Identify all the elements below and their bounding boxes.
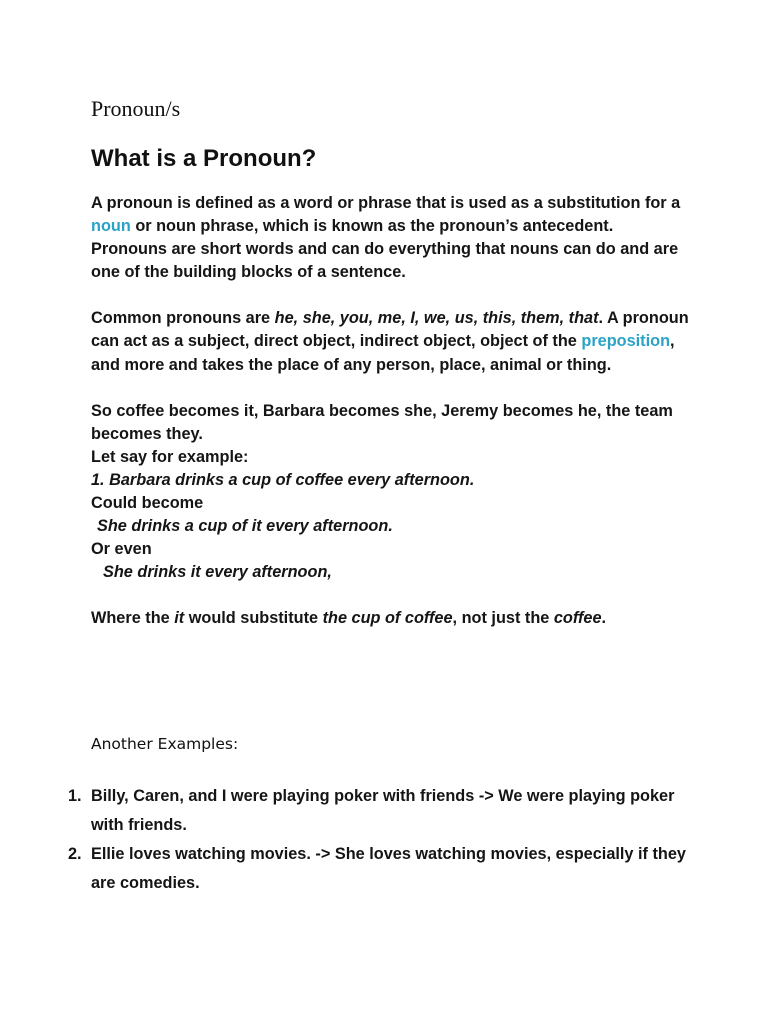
or-even-line: Or even: [91, 540, 152, 559]
common-text: Common pronouns are: [91, 309, 275, 328]
example-3: She drinks it every afternoon,: [103, 563, 332, 582]
let-say-line: Let say for example:: [91, 447, 249, 466]
common-text: . A pronoun can act as a subject, direct object, indirect object, object of the: [91, 309, 689, 351]
where-text: .: [601, 609, 607, 628]
where-text: , not just the: [452, 609, 554, 628]
intro-paragraph-2: Pronouns are short words and can do everything that nouns can do and are one of the building blocks of a sentence.: [91, 240, 679, 282]
where-phrase: the cup of coffee: [322, 609, 453, 628]
noun-link[interactable]: noun: [91, 217, 131, 236]
pronoun-list: he, she, you, me, I, we, us, this, them, that: [274, 309, 599, 328]
where-coffee: coffee: [553, 609, 602, 628]
where-text: would substitute: [188, 609, 323, 628]
common-pronouns-paragraph: [91, 307, 691, 376]
another-examples-heading: Another Examples:: [91, 735, 239, 753]
could-become-line: Could become: [91, 494, 204, 513]
examples-intro: So coffee becomes it, Barbara becomes she, Jeremy becomes he, the team becomes they.: [91, 401, 673, 443]
page-title: Pronoun/s: [91, 96, 181, 121]
intro-text: A pronoun is defined as a word or phrase that is used as a substitution for a: [91, 194, 681, 212]
section-heading: What is a Pronoun?: [91, 145, 317, 172]
where-paragraph: [91, 607, 691, 630]
intro-text: or noun phrase, which is known as the pronoun’s antecedent.: [135, 217, 614, 236]
example-1: 1. Barbara drinks a cup of coffee every afternoon.: [91, 470, 475, 489]
examples-list: [68, 782, 688, 898]
example-2: She drinks a cup of it every afternoon.: [97, 517, 393, 536]
intro-paragraph-1: [91, 192, 691, 238]
list-text: Ellie loves watching movies. -> She loves watching movies, especially if they are comedies.: [91, 845, 686, 892]
list-number: 2.: [68, 845, 82, 863]
list-number: 1.: [68, 787, 82, 805]
body-text: [91, 192, 691, 631]
where-text: Where the: [91, 609, 175, 628]
preposition-link[interactable]: preposition: [581, 332, 671, 351]
common-text: , and more and takes the place of any person, place, animal or thing.: [91, 332, 675, 374]
list-text: Billy, Caren, and I were playing poker with friends -> We were playing poker with friends.: [91, 787, 675, 834]
list-item: [68, 840, 688, 898]
where-it: it: [174, 609, 185, 628]
list-item: [68, 782, 688, 840]
